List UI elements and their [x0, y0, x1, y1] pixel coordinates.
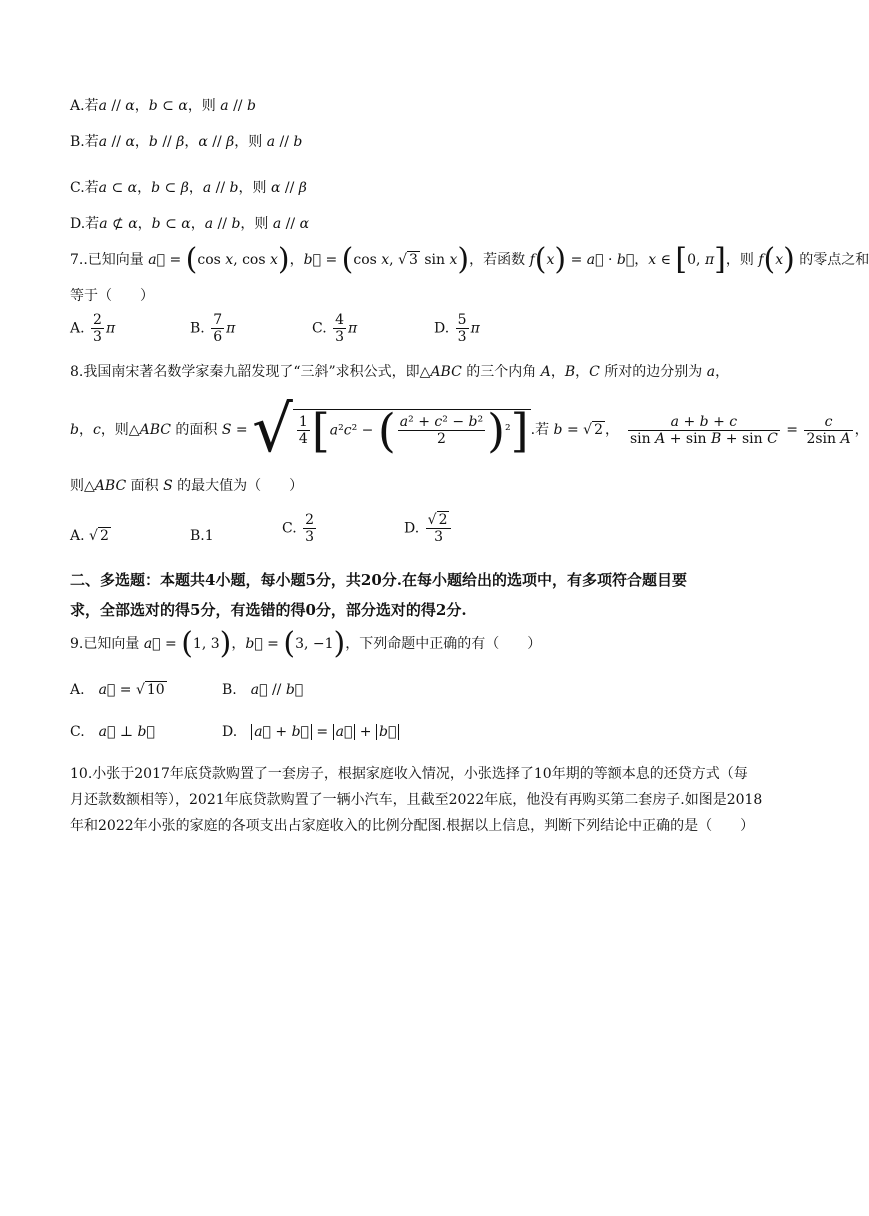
section2-heading-line1: 二、多选题：本题共4小题，每小题5分，共20分.在每小题给出的选项中，有多项符合题目要 [70, 571, 687, 589]
q9-stem: 9.已知向量 a⃗ = (1, 3)，b⃗ = (3, −1)，下列命题中正确的有（ ） [70, 626, 542, 661]
q10-line1: 10.小张于2017年底贷款购置了一套房子，根据家庭收入情况，小张选择了10年期的等额本息的还贷方式（每 [70, 766, 748, 782]
q9-option-b: B. a⃗ // b⃗ [222, 682, 304, 698]
q6-option-d: D.若a ⊄ α，b ⊂ α，a // b，则 a // α [70, 216, 310, 232]
q7-stem: 7..已知向量 a⃗ = (cos x, cos x)，b⃗ = (cos x, √ 3 sin x)，若函数 f(x) = a⃗ · b⃗，x ∈ [0, π]，则 f(x) 的零点之和 [70, 242, 869, 277]
q9-option-c: C. a⃗ ⊥ b⃗ [70, 724, 155, 740]
q10-line3: 年和2022年小张的家庭的各项支出占家庭收入的比例分配图.根据以上信息，判断下列结论中正确的是（ ） [70, 818, 755, 834]
q7-stem-cont: 等于（ ） [70, 288, 154, 304]
q6-option-b: B.若a // α，b // β，α // β，则 a // b [70, 134, 303, 150]
q8-stem: 8.我国南宋著名数学家秦九韶发现了“三斜”求积公式，即△ABC 的三个内角 A，B，C 所对的边分别为 a， [70, 364, 730, 380]
q8-option-b: B.1 [190, 528, 214, 544]
q6-option-c: C.若a ⊂ α，b ⊂ β，a // b，则 α // β [70, 180, 307, 196]
q8-question: 则△ABC 面积 S 的最大值为（ ） [70, 478, 304, 494]
q6-option-a: A.若a // α，b ⊂ α，则 a // b [70, 98, 256, 114]
q10-line2: 月还款数额相等），2021年底贷款购置了一辆小汽车，且截至2022年底，他没有再购买第二套房子.如图是2018 [70, 792, 763, 808]
q7-option-c: C. $\frac{4}{3}$ π [312, 312, 358, 345]
q8-option-d: D. $\frac{√ 2}{3}$ [404, 512, 453, 545]
q7-option-d: D. $\frac{5}{3}$ π [434, 312, 480, 345]
section2-heading-line2: 求，全部选对的得5分，有选错的得0分，部分选对的得2分. [70, 601, 467, 619]
q9-option-d: D. a⃗ + b⃗ = a⃗ + b⃗ [222, 722, 399, 742]
q8-option-a: A. √ 2 [70, 528, 109, 544]
q7-option-a: A. $\frac{2}{3}$ π [70, 312, 116, 345]
q8-option-c: C. $\frac{2}{3}$ [282, 512, 315, 545]
q8-formula-line: b，c，则△ABC 的面积 S = √ $\frac{1}{4}$ [a²c² − ( $\frac{\text{a² + c² − b²}}{2}$ )²] .若 b = √ 2 ， $\frac{a + b + c}{\text{sin A + sin B + sin C}}$ = $\frac{c}{\text{2sin A}}$ ， [70, 393, 869, 467]
q9-option-a: A. a⃗ = √ 10 [70, 682, 165, 698]
q7-option-b: B. $\frac{7}{6}$ π [190, 312, 236, 345]
